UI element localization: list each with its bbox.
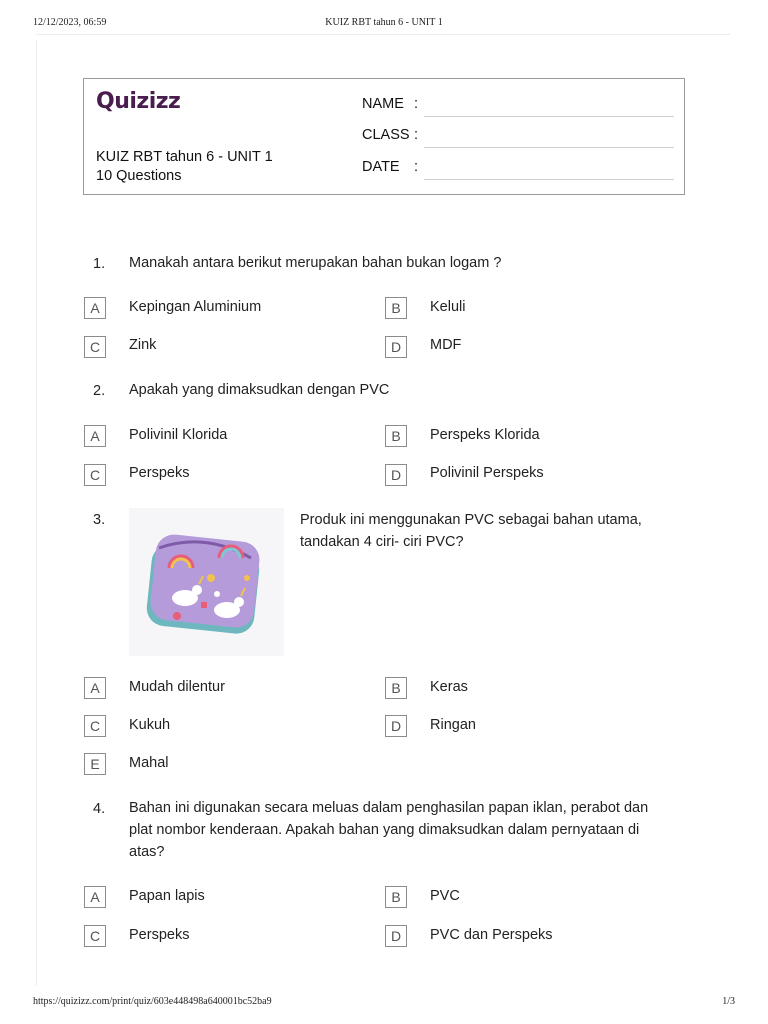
option-1a-box[interactable]: A — [84, 297, 106, 319]
option-3c-text: Kukuh — [129, 717, 171, 733]
class-line — [424, 147, 674, 148]
print-datetime: 12/12/2023, 06:59 — [33, 17, 107, 28]
print-header — [33, 17, 735, 31]
option-1d-text: MDF — [430, 337, 462, 353]
option-4c-box[interactable]: C — [84, 925, 106, 947]
option-2c-box[interactable]: C — [84, 464, 106, 486]
option-4b-text: PVC — [430, 888, 460, 904]
name-field — [362, 96, 674, 118]
option-2a-text: Polivinil Klorida — [129, 427, 228, 443]
date-label: DATE — [362, 159, 400, 175]
option-4a-box[interactable]: A — [84, 886, 106, 908]
question-3-text-line2: tandakan 4 ciri- ciri PVC? — [300, 534, 464, 550]
option-3e-box[interactable]: E — [84, 753, 106, 775]
option-3e-text: Mahal — [129, 755, 169, 771]
option-1d-box[interactable]: D — [385, 336, 407, 358]
option-4c-text: Perspeks — [129, 927, 190, 943]
option-2b-box[interactable]: B — [385, 425, 407, 447]
option-1c-box[interactable]: C — [84, 336, 106, 358]
quiz-title: KUIZ RBT tahun 6 - UNIT 1 — [96, 149, 273, 165]
name-label: NAME — [362, 96, 404, 112]
question-2-text: Apakah yang dimaksudkan dengan PVC — [129, 382, 390, 398]
option-2c-text: Perspeks — [129, 465, 190, 481]
option-4d-text: PVC dan Perspeks — [430, 927, 553, 943]
question-3-text-line1: Produk ini menggunakan PVC sebagai bahan utama, — [300, 512, 642, 528]
date-colon: : — [414, 159, 419, 175]
option-1c-text: Zink — [129, 337, 157, 353]
page-edge-top — [36, 34, 730, 35]
class-colon: : — [414, 127, 419, 143]
option-4a-text: Papan lapis — [129, 888, 205, 904]
quiz-header-box — [83, 78, 685, 195]
option-2d-box[interactable]: D — [385, 464, 407, 486]
name-colon: : — [414, 96, 419, 112]
question-1-number: 1. — [93, 256, 106, 272]
question-4-text-line1: Bahan ini digunakan secara meluas dalam penghasilan papan iklan, perabot dan — [129, 800, 649, 816]
date-line — [424, 179, 674, 180]
name-line — [424, 116, 674, 117]
question-4-number: 4. — [93, 801, 106, 817]
option-3d-text: Ringan — [430, 717, 476, 733]
option-4b-box[interactable]: B — [385, 886, 407, 908]
option-3d-box[interactable]: D — [385, 715, 407, 737]
print-page-number: 1/3 — [722, 996, 735, 1007]
option-4d-box[interactable]: D — [385, 925, 407, 947]
print-doc-title: KUIZ RBT tahun 6 - UNIT 1 — [325, 17, 443, 28]
question-4-text-line2: plat nombor kenderaan. Apakah bahan yang dimaksudkan dalam pernyataan di — [129, 822, 640, 838]
option-1b-box[interactable]: B — [385, 297, 407, 319]
question-2-number: 2. — [93, 383, 106, 399]
class-label: CLASS — [362, 127, 410, 143]
quizizz-logo: Quizizz — [96, 89, 181, 114]
question-1-text: Manakah antara berikut merupakan bahan bukan logam ? — [129, 255, 502, 271]
question-count: 10 Questions — [96, 168, 182, 184]
question-3-number: 3. — [93, 512, 106, 528]
question-4-text-line3: atas? — [129, 844, 165, 860]
date-field — [362, 159, 674, 181]
option-3a-box[interactable]: A — [84, 677, 106, 699]
option-3c-box[interactable]: C — [84, 715, 106, 737]
option-1a-text: Kepingan Aluminium — [129, 299, 262, 315]
unicorn-pencil-case-image — [129, 508, 284, 656]
option-3b-box[interactable]: B — [385, 677, 407, 699]
option-2d-text: Polivinil Perspeks — [430, 465, 544, 481]
option-1b-text: Keluli — [430, 299, 466, 315]
print-url: https://quizizz.com/print/quiz/603e448498a640001bc52ba9 — [33, 996, 272, 1007]
option-2a-box[interactable]: A — [84, 425, 106, 447]
class-field — [362, 127, 674, 149]
option-2b-text: Perspeks Klorida — [430, 427, 540, 443]
print-footer — [33, 996, 735, 1010]
option-3a-text: Mudah dilentur — [129, 679, 225, 695]
option-3b-text: Keras — [430, 679, 468, 695]
page-edge-left — [36, 40, 37, 986]
